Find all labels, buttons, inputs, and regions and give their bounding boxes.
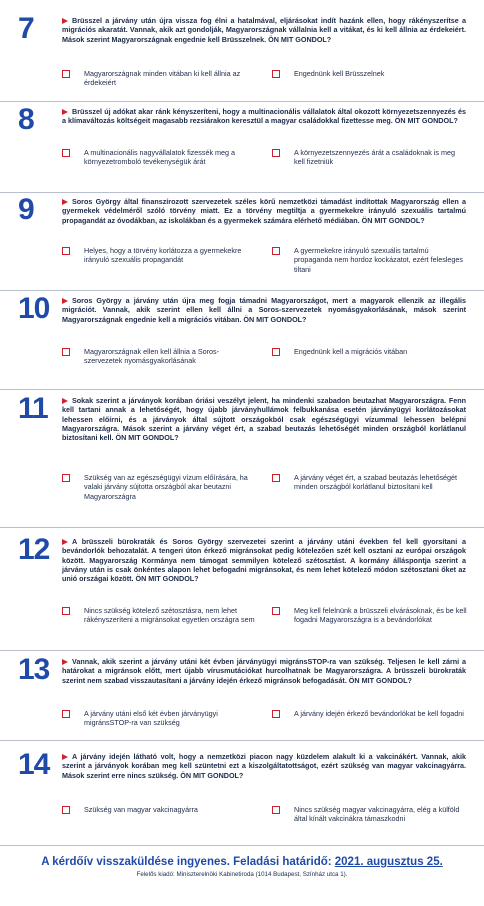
question-11: 11 Sokak szerint a járványok korában óriási veszélyt jelent, ha mindenki szabadon beutazhat Magyarországra. Fenn kell tartani annak a lehetőségét, hogy újabb járványhullámok felbukkanása esetén járványügyi korlátozásokat lehessen előírni, és a járványok által sújtott országokból csak egészségügyi vízummal lehessen belépni Magyarországra. Mások szerint a járvány véget ért, a szabad beutazás lehetőségét minden országból korlátlanul biztosítani kell. ÖN MIT GONDOL? Szükség van az egészségügyi vízum előírására, ha valaki járvány sújtotta országból akar beutazni Magyarországra A járvány véget ért, a szabad beutazás lehetőségét minden országból korlátlanul biztosítani kell	[0, 394, 484, 528]
question-text: Soros György által finanszírozott szervezetek széles körű nemzetközi támadást indítottak Magyarország ellen a gyermekek védelméről szóló törvény miatt. Ez a törvény megtiltja a gyermekekre irányuló szexuális tartalmú propagandát az óvodákban, az iskolákban és a gyermekek számára elérhető médiában. ÖN MIT GONDOL?	[62, 197, 466, 225]
question-7: 7 Brüsszel a járvány után újra vissza fog élni a hatalmával, eljárásokat indít hazánk ellen, hogy rákényszerítse a migrációs akaratát. Vannak, akik azt gondolják, Magyarországnak vállalnia kell a vitákat, és ki kell állnia az érdekeiért. Mások szerint Magyarországnak engednie kell Brüsszelnek. ÖN MIT GONDOL? Magyarországnak minden vitában ki kell állnia az érdekeiért Engednünk kell Brüsszelnek	[0, 14, 484, 102]
question-number: 13	[18, 653, 50, 686]
checkbox[interactable]	[62, 70, 70, 78]
checkbox[interactable]	[62, 607, 70, 615]
checkbox[interactable]	[272, 247, 280, 255]
checkbox[interactable]	[62, 710, 70, 718]
question-number: 14	[18, 748, 50, 781]
arrow-icon	[62, 398, 68, 404]
question-12: 12 A brüsszeli bürokraták és Soros György szervezetei szerint a járvány utáni években fel kell gyorsítani a bevándorlók behozatalát. A tengeri úton érkező migránsokat pedig kötelezően szét kell osztani az európai országok között. Magyarország Kormánya nem támogat semmilyen kötelező szétosztást. A kormány álláspontja szerint a járvány után is csak önkéntes alapon lehet befogadni migránsokat, és nem lehet kötelező módon szétosztani őket az unió országai között. ÖN MIT GONDOL? Nincs szükség kötelező szétosztásra, nem lehet rákényszeríteni a migránsokat egyetlen országra sem Meg kell felelnünk a brüsszeli elvárásoknak, és be kell fogadni Magyarországra is a bevándorlókat	[0, 535, 484, 651]
question-10: 10 Soros György a járvány után újra meg fogja támadni Magyarországot, mert a magyarok ellenzik az illegális migrációt. Vannak, akik szerint ellen kell állni a Soros-szervezetek nyomásgyakorlásának, mások szerint Magyarországnak engednie kell a migrációs vitában. ÖN MIT GONDOL? Magyarországnak ellen kell állnia a Soros-szervezetek nyomásgyakorlásának Engednünk kell a migrációs vitában	[0, 294, 484, 390]
arrow-icon	[62, 298, 68, 304]
checkbox[interactable]	[272, 474, 280, 482]
question-text: Soros György a járvány után újra meg fogja támadni Magyarországot, mert a magyarok ellenzik az illegális migrációt. Vannak, akik szerint ellen kell állni a Soros-szervezetek nyomásgyakorlásának, mások szerint Magyarországnak engednie kell a migrációs vitában. ÖN MIT GONDOL?	[62, 296, 466, 324]
question-number: 12	[18, 533, 50, 566]
question-number: 10	[18, 292, 50, 325]
checkbox[interactable]	[62, 247, 70, 255]
checkbox[interactable]	[272, 70, 280, 78]
checkbox[interactable]	[272, 806, 280, 814]
question-14: 14 A járvány idején látható volt, hogy a nemzetközi piacon nagy küzdelem alakult ki a vakcinákért. Vannak, akik szerint a járványok korában meg kell szüntetni ezt a kiszolgáltatottságot, ezért szükség van magyar vakcinagyárra. Mások szerint erre nincs szükség. ÖN MIT GONDOL? Szükség van magyar vakcinagyárra Nincs szükség magyar vakcinagyárra, elég a külföld által kínált vakcinákra támaszkodni	[0, 750, 484, 846]
footer-notice: A kérdőív visszaküldése ingyenes. Feladási határidő: 2021. augusztus 25.	[41, 856, 443, 868]
question-number: 11	[18, 392, 48, 425]
checkbox[interactable]	[272, 348, 280, 356]
question-13: 13 Vannak, akik szerint a járvány utáni két évben járványügyi migránsSTOP-ra van szükség. Teljesen le kell zárni a határokat a migránsok előtt, mert újabb vírusmutációkat hurcolhatnak be Magyarországra. A brüsszeli bürokraták szerint nem szabad visszautasítani a járvány idején érkező migránsok befogadását. ÖN MIT GONDOL? A járvány utáni első két évben járványügyi migránsSTOP-ra van szükség A járvány idején érkező bevándorlókat be kell fogadni	[0, 655, 484, 741]
question-8: 8 Brüsszel új adókat akar ránk kényszeríteni, hogy a multinacionális vállalatok által okozott környezetszennyezés és a klímaváltozás költségeit magasabb rezsiárakon keresztül a magyar családokkal fizettesse meg. ÖN MIT GONDOL? A multinacionális nagyvállalatok fizessék meg a környezetromboló tevékenységük árát A környezetszennyezés árát a családoknak is meg kell fizetniük	[0, 105, 484, 193]
question-text: Vannak, akik szerint a járvány utáni két évben járványügyi migránsSTOP-ra van szükség. Teljesen le kell zárni a határokat a migránsok előtt, mert újabb vírusmutációkat hurcolhatnak be Magyarországra. A brüsszeli bürokraták szerint nem szabad visszautasítani a járvány idején érkező migránsok befogadását. ÖN MIT GONDOL?	[62, 657, 466, 685]
arrow-icon	[62, 539, 68, 545]
question-9: 9 Soros György által finanszírozott szervezetek széles körű nemzetközi támadást indítottak Magyarország ellen a gyermekek védelméről szóló törvény miatt. Ez a törvény megtiltja a gyermekekre irányuló szexuális tartalmú propagandát az óvodákban, az iskolákban és a gyermekek számára elérhető médiában. ÖN MIT GONDOL? Helyes, hogy a törvény korlátozza a gyermekekre irányuló szexuális propagandát A gyermekekre irányuló szexuális tartalmú propaganda nem hordoz kockázatot, ezért felesleges tiltani	[0, 195, 484, 291]
arrow-icon	[62, 18, 68, 24]
arrow-icon	[62, 199, 68, 205]
arrow-icon	[62, 659, 68, 665]
question-text: A járvány idején látható volt, hogy a nemzetközi piacon nagy küzdelem alakult ki a vakcinákért. Vannak, akik szerint a járványok korában meg kell szüntetni ezt a kiszolgáltatottságot, ezért szükség van magyar vakcinagyárra. Mások szerint erre nincs szükség. ÖN MIT GONDOL?	[62, 752, 466, 780]
checkbox[interactable]	[272, 710, 280, 718]
checkbox[interactable]	[62, 348, 70, 356]
checkbox[interactable]	[62, 806, 70, 814]
arrow-icon	[62, 109, 68, 115]
question-text: Brüsszel a járvány után újra vissza fog élni a hatalmával, eljárásokat indít hazánk ellen, hogy rákényszerítse a migrációs akaratát. Vannak, akik azt gondolják, Magyarországnak vállalnia kell a vitákat, és ki kell állnia az érdekeiért. Mások szerint Magyarországnak engednie kell Brüsszelnek. ÖN MIT GONDOL?	[62, 16, 466, 44]
footer	[0, 856, 484, 878]
checkbox[interactable]	[62, 149, 70, 157]
publisher-line: Felelős kiadó: Miniszterelnöki Kabinetiroda (1014 Budapest, Színház utca 1).	[136, 871, 348, 878]
question-number: 8	[18, 103, 34, 136]
question-number: 7	[18, 12, 34, 45]
checkbox[interactable]	[62, 474, 70, 482]
question-text: Brüsszel új adókat akar ránk kényszeríteni, hogy a multinacionális vállalatok által okozott környezetszennyezés és a klímaváltozás költségeit magasabb rezsiárakon keresztül a magyar családokkal fizettesse meg. ÖN MIT GONDOL?	[62, 107, 466, 126]
checkbox[interactable]	[272, 607, 280, 615]
question-number: 9	[18, 193, 34, 226]
deadline-date: 2021. augusztus 25.	[334, 856, 443, 868]
question-text: A brüsszeli bürokraták és Soros György szervezetei szerint a járvány utáni években fel kell gyorsítani a bevándorlók behozatalát. A tengeri úton érkező migránsokat pedig kötelezően szét kell osztani az európai országok között. Magyarország Kormánya nem támogat semmilyen kötelező szétosztást. A kormány álláspontja szerint a járvány után is csak önkéntes alapon lehet befogadni migránsokat, és nem lehet kötelező módon szétosztani őket az unió országai között. ÖN MIT GONDOL?	[62, 537, 466, 584]
checkbox[interactable]	[272, 149, 280, 157]
arrow-icon	[62, 754, 68, 760]
question-text: Sokak szerint a járványok korában óriási veszélyt jelent, ha mindenki szabadon beutazhat Magyarországra. Fenn kell tartani annak a lehetőségét, hogy újabb járványhullámok felbukkanása esetén járványügyi korlátozásokat lehessen előírni, és a járványok által sújtott országokból csak egészségügyi vízummal lehessen belépni Magyarországra. Mások szerint a járvány véget ért, a szabad beutazás lehetőségét minden országból korlátlanul biztosítani kell. ÖN MIT GONDOL?	[62, 396, 466, 443]
